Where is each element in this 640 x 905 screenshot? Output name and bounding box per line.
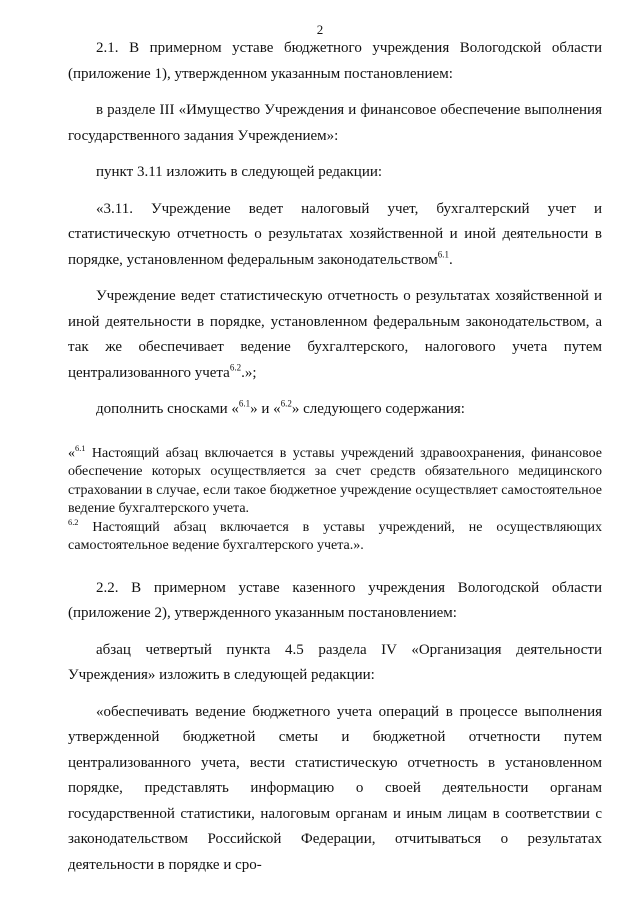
paragraph-2-2: 2.2. В примерном уставе казенного учреждения Вологодской области (приложение 2), утвержденного указанным постановлением: [68, 579, 602, 621]
paragraph-3-11-text: «3.11. Учреждение ведет налоговый учет, бухгалтерский учет и статистическую отчетность о результатах хозяйственной и иной деятельности в порядке, установленном федеральным законодательством$^{6.1}$. [68, 200, 602, 268]
paragraph-budget-accounting: «обеспечивать ведение бюджетного учета операций в процессе выполнения утвержденной бюджетной сметы и бюджетной отчетности путем централизованного учета, вести статистическую отчетность в установленном порядке, представлять информацию о своей деятельности органам государственной статистики, налоговым органам и иным лицам в соответствии с законодательством Российской Федерации, отчитываться о результатах деятельности в порядке и сро- [68, 703, 602, 873]
footnote-ref-6-1: 6.1 [437, 249, 449, 260]
footnote-6-2: $^{6.2}$ Настоящий абзац включается в уставы учреждений, не осуществляющих самостоятельное ведение бухгалтерского учета.». [68, 517, 602, 553]
paragraph-add-footnotes: дополнить сносками «$^{6.1}$» и «$^{6.2}$» следующего содержания: [96, 398, 465, 417]
footnotes-block [68, 445, 602, 556]
paragraph-point-3-11: пункт 3.11 изложить в следующей редакции: [96, 164, 383, 180]
paragraph-statistical-reporting: Учреждение ведет статистическую отчетность о результатах хозяйственной и иной деятельности в порядке, установленном федеральным законодательством, а так же обеспечивает ведение бухгалтерского, налогового учета путем централизованного учета$^{6.2}$.»; [68, 288, 602, 381]
paragraph-section-iv: абзац четвертый пункта 4.5 раздела IV «Организация деятельности Учреждения» изложить в следующей редакции: [68, 641, 602, 683]
document-body [68, 36, 602, 878]
footnote-6-1: «$^{6.1}$ Настоящий абзац включается в уставы учреждений здравоохранения, финансовое обеспечение которых осуществляется за счет средств обязательного медицинского страховании в случае, если такое бюджетное учреждение осуществляет самостоятельное ведение бухгалтерского учета. [68, 443, 602, 516]
footnote-ref-6-2: 6.2 [229, 362, 242, 373]
paragraph-2-1: 2.1. В примерном уставе бюджетного учреждения Вологодской области (приложение 1), утвержденном указанным постановлением: [68, 40, 602, 82]
page-number: 2 [316, 22, 324, 37]
paragraph-section-iii: в разделе III «Имущество Учреждения и финансовое обеспечение выполнения государственного задания Учреждением»: [68, 102, 602, 144]
